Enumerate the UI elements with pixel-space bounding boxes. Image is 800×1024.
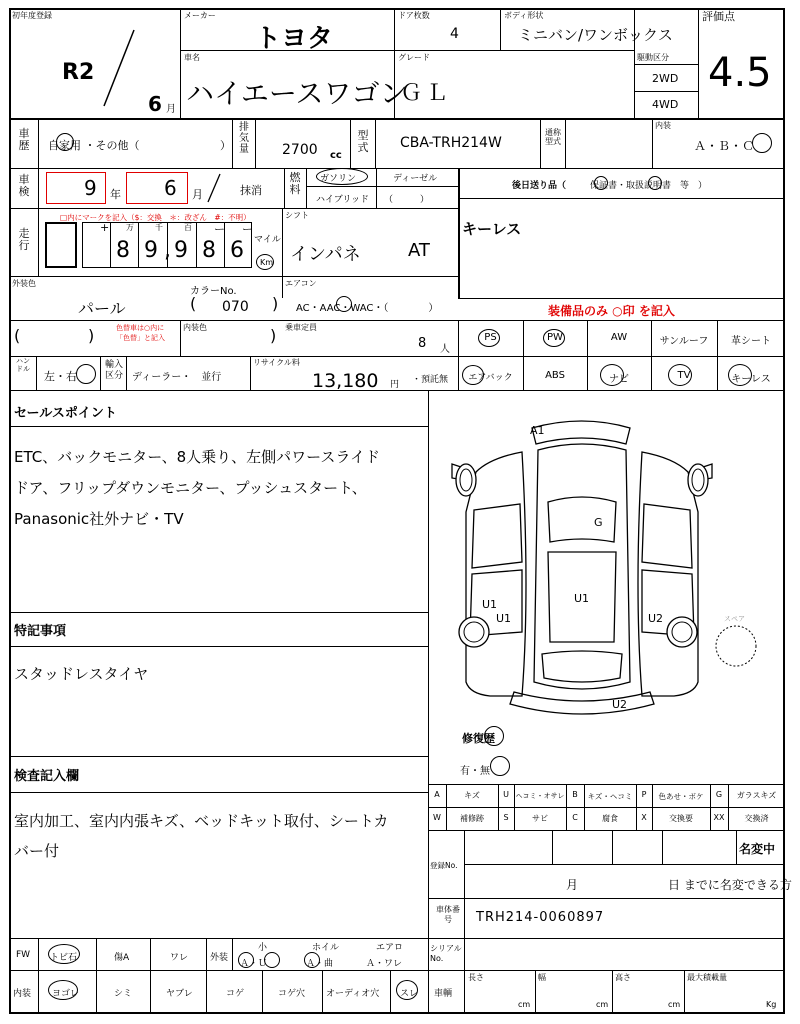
recycle-amount: 13,180	[312, 370, 379, 392]
docs-items: 保証書・取扱説明書 等 ）	[590, 181, 708, 191]
history-label: 車歴	[18, 127, 30, 152]
history-value: 自家用 ・その他（	[48, 139, 140, 152]
divider	[540, 118, 541, 168]
mileage-digit-1: 8	[116, 238, 130, 263]
divider	[9, 938, 785, 939]
maker-name: トヨタ	[255, 24, 334, 54]
inspection-month-box	[126, 172, 188, 204]
selection-circle	[304, 952, 320, 968]
unit-km: Km	[260, 258, 274, 267]
divider	[9, 970, 428, 971]
divider	[634, 91, 698, 92]
legend-desc: サビ	[532, 814, 548, 823]
divider	[180, 50, 635, 51]
spare-label: スペア	[724, 615, 745, 623]
legend-code: U	[503, 790, 509, 799]
drive-2wd: 2WD	[652, 72, 679, 85]
mileage-digit-4: 8	[202, 238, 216, 263]
import-label: 輸入区分	[104, 360, 123, 381]
legend-desc: キズ	[464, 791, 480, 800]
name-change-label: 名変中	[739, 842, 776, 856]
divider	[9, 426, 428, 427]
color-no-value: 070	[222, 299, 249, 315]
int-audio-hole: オーディオ穴	[326, 989, 380, 999]
legend-code: P	[641, 790, 647, 799]
legend-desc: 色あせ・ボケ	[658, 792, 704, 801]
int-stain: シミ	[114, 989, 133, 999]
divider	[350, 118, 351, 168]
selection-circle	[396, 980, 418, 1000]
equip-airbag: エアバック	[468, 373, 513, 383]
equip-abs: ABS	[545, 370, 565, 381]
equip-leather: 革シート	[731, 336, 771, 347]
equip-aw: AW	[610, 332, 628, 343]
docs-label: 後日送り品（	[512, 181, 567, 191]
damage-mark-u1-left-2: U1	[496, 612, 512, 625]
inspection-year: 9	[84, 176, 97, 200]
damage-mark-u1-center: U1	[574, 592, 590, 605]
fw-label: FW	[16, 950, 31, 960]
inspection-line-1: 室内加工、室内内張キズ、ベッドキット取付、シートカ	[14, 812, 389, 830]
selection-circle	[48, 980, 78, 1000]
legend-desc: ヘコミ・オサレ	[515, 792, 565, 800]
car-name-label: 車名	[184, 53, 200, 62]
doors-value: 4	[450, 26, 459, 42]
divider	[282, 320, 458, 321]
mileage-digit-3: 9	[174, 238, 188, 263]
divider	[612, 970, 613, 1014]
sales-line-3: Panasonic社外ナビ・TV	[14, 510, 184, 528]
legend-code: G	[715, 790, 723, 799]
ext-small-value: Ａ・Ｕ	[240, 959, 268, 969]
inspection-year-box	[46, 172, 106, 204]
score-value: 4.5	[708, 50, 772, 96]
legend-code: XX	[713, 813, 725, 822]
damage-mark-u2-right: U2	[648, 612, 664, 625]
divider	[390, 970, 391, 1014]
divider	[282, 208, 283, 298]
fuel-label: 燃料	[289, 171, 301, 196]
body-type-value: ミニバン/ワンボックス	[518, 26, 673, 44]
legend-code: A	[434, 790, 440, 799]
special-notes-label: 特記事項	[14, 624, 67, 639]
year-unit: 年	[110, 188, 121, 201]
shift-type: AT	[408, 240, 430, 261]
slash-mark	[204, 172, 224, 204]
legend-desc: 交換要	[669, 814, 693, 823]
ext-wheel-value: Ａ・曲	[306, 959, 334, 969]
first-registration-label: 初年度登録	[12, 11, 52, 20]
displacement-value: 2700	[282, 142, 318, 158]
displacement-label: 排気量	[239, 122, 249, 155]
selection-circle	[48, 944, 80, 964]
fw-crack: ワレ	[170, 953, 189, 963]
maker-label: メーカー	[184, 11, 216, 20]
repair-history-label: 修復歴	[462, 732, 495, 745]
car-name-value: ハイエースワゴン	[186, 77, 408, 110]
divider	[284, 168, 285, 208]
unit-hyaku: 百	[184, 223, 192, 232]
legend-code: W	[433, 813, 441, 822]
selection-circle	[594, 176, 608, 190]
fw-scratch: 傷A	[114, 953, 130, 963]
int-burn-hole: コゲ穴	[278, 989, 306, 999]
divider	[458, 320, 785, 321]
registration-month-unit: 月	[566, 878, 579, 892]
divider	[196, 222, 197, 268]
import-value: ディーラー・ 並行	[132, 372, 222, 383]
selection-circle	[264, 952, 280, 968]
equip-pw: PW	[547, 332, 563, 343]
ext-label: 外装	[210, 953, 229, 963]
inspection-label: 車検	[18, 173, 30, 198]
legend-desc: 交換済	[744, 814, 769, 823]
divider	[38, 168, 39, 208]
selection-circle	[56, 133, 74, 151]
ext-aero-label: エアロ	[376, 943, 404, 953]
divider	[36, 356, 37, 390]
length-label: 長さ	[468, 973, 484, 982]
drive-label: 駆動区分	[637, 53, 669, 62]
cancel-text: 抹消	[240, 184, 262, 197]
divider	[458, 320, 459, 390]
keyless-note: キーレス	[462, 220, 522, 238]
fw-chip: トビ石	[50, 953, 78, 963]
selection-circle	[336, 296, 352, 312]
selection-circle	[728, 364, 752, 386]
recycle-unit: 円	[390, 380, 400, 390]
damage-mark-u2-rear: U2	[612, 698, 628, 711]
mileage-note: □内にマークを記入（$：交換 ＊：改ざん #：不明）	[60, 213, 251, 222]
sales-line-1: ETC、バックモニター、8人乗り、左側パワースライド	[14, 448, 380, 466]
month-unit-2: 月	[192, 188, 203, 201]
divider	[206, 938, 207, 1014]
selection-circle	[76, 364, 96, 384]
selection-circle	[462, 365, 484, 385]
fuel-hybrid: ハイブリッド	[316, 195, 370, 205]
equip-keyless: キーレス	[731, 374, 771, 385]
divider	[500, 8, 501, 50]
divider	[100, 356, 101, 390]
vin-label: 車体番号	[436, 905, 460, 924]
shift-position: インパネ	[290, 244, 361, 265]
divider	[565, 118, 566, 168]
divider	[428, 898, 785, 899]
inspection-line-2: バー付	[14, 842, 60, 860]
int-burn: コゲ	[226, 989, 245, 999]
equip-ps: PS	[484, 332, 497, 343]
inspection-month: 6	[164, 176, 177, 200]
equip-sunroof: サンルーフ	[659, 336, 709, 347]
interior-grades: Ａ・Ｂ・Ｃ	[694, 139, 755, 153]
legend-desc: 腐食	[602, 814, 618, 823]
selection-circle	[752, 133, 772, 153]
width-label: 幅	[538, 973, 546, 982]
mileage-comma: ,	[164, 238, 171, 263]
divider	[255, 118, 256, 168]
divider	[458, 198, 785, 199]
divider	[126, 356, 127, 390]
divider	[9, 390, 785, 391]
int-scuff: スレ	[400, 989, 419, 999]
sales-line-2: ドア、フリップダウンモニター、プッシュスタート、	[14, 479, 367, 497]
selection-circle	[478, 329, 500, 347]
selection-circle	[668, 364, 692, 386]
divider	[464, 898, 465, 938]
sales-point-label: セールスポイント	[14, 406, 117, 421]
serial-label: シリアルNo.	[430, 944, 462, 963]
equip-tv: TV	[677, 370, 691, 381]
divider	[110, 222, 111, 268]
int-tear: ヤブレ	[166, 989, 193, 999]
height-unit: cm	[668, 1000, 681, 1009]
divider	[262, 970, 263, 1014]
length-unit: cm	[518, 1000, 531, 1009]
divider	[9, 118, 785, 120]
divider	[552, 830, 553, 864]
divider	[232, 118, 233, 168]
selection-circle	[543, 329, 565, 347]
divider	[9, 276, 458, 277]
common-model-label: 通称型式	[545, 128, 561, 146]
selection-circle	[484, 726, 504, 746]
model-value: CBA-TRH214W	[400, 135, 502, 151]
month-unit: 月	[166, 104, 176, 115]
damage-mark-a1: A1	[530, 424, 545, 437]
selection-circle	[316, 168, 368, 185]
selection-circle	[648, 176, 662, 190]
fuel-diesel: ディーゼル	[393, 174, 438, 184]
divider	[9, 756, 428, 757]
divider	[9, 646, 428, 647]
handle-value: 左・右	[44, 370, 77, 383]
unit-sen: 千	[155, 223, 163, 232]
divider	[38, 118, 39, 168]
legend-desc: 補修跡	[460, 814, 484, 823]
legend-code: B	[572, 790, 578, 799]
divider	[9, 612, 428, 613]
divider	[464, 864, 785, 865]
ext-aero-value: Ａ・ワレ	[366, 959, 403, 969]
interior-label: 内装	[655, 121, 671, 130]
mileage-digit-2: 9	[144, 238, 158, 263]
divider	[428, 807, 785, 808]
special-notes-text: スタッドレスタイヤ	[14, 665, 149, 683]
divider	[9, 792, 428, 793]
divider	[375, 118, 376, 168]
divider	[306, 168, 307, 208]
selection-circle	[256, 254, 274, 270]
divider	[38, 938, 39, 1014]
height-label: 高さ	[615, 973, 631, 982]
body-type-label: ボディ形状	[504, 11, 544, 20]
divider	[9, 208, 458, 209]
slash-mark	[100, 28, 140, 108]
ext-small-label: 小	[258, 943, 268, 953]
legend-code: C	[572, 813, 578, 822]
handle-label: ハンドル	[16, 357, 30, 373]
history-paren: ）	[220, 139, 231, 152]
width-unit: cm	[596, 1000, 609, 1009]
damage-mark-g: G	[594, 516, 603, 529]
recycle-deposit: ・預託無	[412, 375, 449, 385]
recycle-label: リサイクル料	[253, 358, 300, 367]
divider	[662, 830, 663, 864]
exterior-color-value: パール	[78, 299, 126, 318]
aircon-label: エアコン	[285, 279, 317, 288]
inspection-notes-label: 検査記入欄	[14, 769, 80, 784]
divider	[38, 208, 39, 276]
score-label: 評価点	[702, 10, 735, 23]
legend-code: X	[641, 813, 647, 822]
divider	[428, 830, 785, 831]
divider	[428, 784, 785, 785]
divider	[138, 222, 139, 268]
divider	[96, 938, 97, 1014]
damage-mark-u1-left: U1	[482, 598, 498, 611]
shift-label: シフト	[285, 211, 309, 220]
divider	[180, 8, 181, 118]
ext-wheel-label: ホイル	[312, 943, 340, 953]
divider	[634, 64, 698, 65]
divider	[250, 356, 251, 390]
capacity-value: 8	[418, 336, 427, 351]
divider	[322, 970, 323, 1014]
divider	[652, 118, 653, 168]
divider	[464, 938, 465, 1014]
color-change-note: 色替車は○内に「色替」と記入	[116, 324, 165, 342]
legend-desc: ガラスキズ	[736, 791, 777, 800]
repair-history-value: 有・無	[460, 766, 490, 777]
capacity-unit: 人	[440, 344, 450, 355]
displacement-unit: cc	[330, 150, 342, 161]
doors-label: ドア枚数	[398, 11, 430, 20]
divider	[458, 298, 785, 299]
mileage-label: 走行	[18, 227, 30, 252]
vin-value: TRH214-0060897	[476, 910, 605, 925]
registration-deadline-note: 日 までに名変できる方	[668, 878, 792, 892]
divider	[535, 970, 536, 1014]
exterior-color-label: 外装色	[12, 279, 36, 288]
mileage-digit-5: 6	[230, 238, 244, 263]
interior-color-label: 内装色	[183, 323, 207, 332]
legend-desc: キズ・ヘコミ	[587, 792, 633, 801]
aircon-value: AC・AAC・WAC・（ ）	[296, 303, 439, 314]
fuel-other: （ ）	[384, 195, 430, 205]
divider	[684, 970, 685, 1014]
selection-circle	[490, 756, 510, 776]
max-load-label: 最大積載量	[687, 973, 727, 982]
equip-navi: ナビ	[609, 374, 629, 385]
divider	[9, 168, 785, 169]
legend-code: S	[503, 813, 509, 822]
unit-mile: マイル	[254, 235, 281, 245]
capacity-label: 乗車定員	[285, 323, 317, 332]
divider	[612, 830, 613, 864]
car-damage-diagram	[430, 392, 784, 782]
registration-year: R2	[62, 60, 95, 85]
fuel-gasoline: ガソリン	[320, 174, 357, 184]
divider	[428, 970, 785, 971]
color-no-label: カラーNo.	[190, 286, 237, 297]
dims-label: 車輌	[434, 989, 453, 999]
model-label: 型式	[357, 129, 369, 154]
registration-month: 6	[148, 92, 162, 116]
mileage-mark-box	[45, 222, 77, 268]
registration-label: 登録No.	[430, 861, 458, 870]
selection-circle	[600, 364, 624, 386]
divider	[232, 938, 233, 970]
divider	[428, 390, 429, 1014]
divider	[180, 320, 181, 356]
unit-man: 万	[126, 223, 134, 232]
divider	[458, 168, 460, 298]
equipment-header: 装備品のみ ○印 を記入	[548, 304, 675, 318]
drive-4wd: 4WD	[652, 98, 679, 111]
divider	[698, 8, 699, 118]
divider	[376, 168, 377, 208]
divider	[736, 830, 737, 864]
grade-label: グレード	[398, 53, 430, 62]
int-label: 内装	[13, 989, 32, 999]
grade-value: ＧＬ	[400, 81, 453, 106]
selection-circle	[238, 952, 254, 968]
divider	[306, 186, 458, 187]
max-load-unit: Kg	[766, 1000, 777, 1009]
int-dirt: ヨゴレ	[52, 989, 80, 999]
divider	[150, 938, 151, 1014]
